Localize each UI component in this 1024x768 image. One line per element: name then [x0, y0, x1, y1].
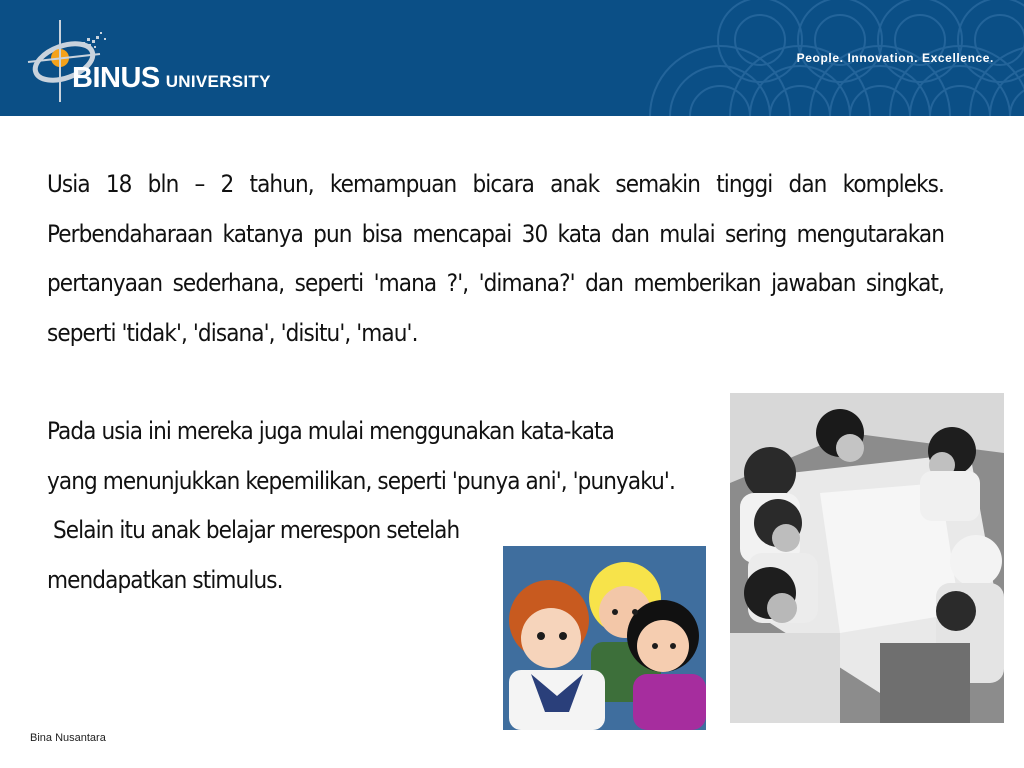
paragraph-2-line-4: mendapatkan stimulus. [47, 565, 283, 594]
children-drawing-photo [730, 393, 1004, 723]
tagline: People. Innovation. Excellence. [796, 51, 994, 65]
footer-text: Bina Nusantara [30, 732, 106, 744]
paragraph-2-line-1: Pada usia ini mereka juga mulai menggunakan kata-kata [47, 417, 614, 445]
paragraph-2-line-3: Selain itu anak belajar merespon setelah [47, 516, 460, 544]
logo-word: BINUS [72, 62, 160, 94]
logo-sub: UNIVERSITY [165, 72, 271, 91]
header-banner [0, 0, 1024, 116]
logo-wordmark [72, 62, 271, 95]
paragraph-2-line-2: yang menunjukkan kepemilikan, seperti 'punya ani', 'punyaku'. [47, 466, 675, 495]
children-clipart [503, 546, 706, 730]
paragraph-1: Usia 18 bln – 2 tahun, kemampuan bicara anak semakin tinggi dan kompleks. Perbendaharaan katanya pun bisa mencapai 30 kata dan mulai sering mengutarakan pertanyaan sederhana, seperti 'mana ?', 'dimana?' dan memberikan jawaban singkat, seperti 'tidak', 'disana', 'disitu', 'mau'. [47, 170, 944, 347]
